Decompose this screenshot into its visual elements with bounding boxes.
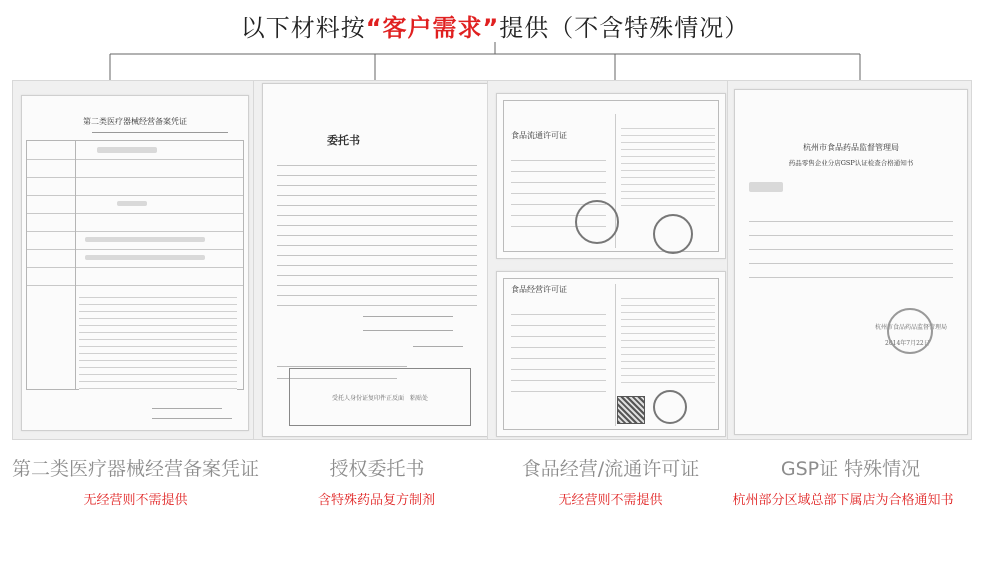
- official-seal: [653, 214, 693, 254]
- card-caption: 食品经营/流通许可证: [521, 458, 700, 480]
- official-seal: [653, 390, 687, 424]
- document-title: 第二类医疗器械经营备案凭证: [83, 117, 187, 126]
- card-caption: GSP证 特殊情况: [780, 458, 921, 480]
- card-food-license: [487, 80, 732, 508]
- card-note: 无经营则不需提供: [83, 493, 188, 508]
- connector-tree: [0, 0, 990, 90]
- id-card-paste-box: [289, 368, 471, 426]
- document-title-bottom: 食品经营许可证: [511, 285, 567, 294]
- card-note: 杭州部分区域总部下属店为合格通知书: [732, 493, 954, 508]
- notice-body: [749, 208, 953, 288]
- card-authorization-letter: [253, 80, 498, 508]
- document-title: 杭州市食品药品监督管理局: [803, 143, 899, 152]
- document-image: [21, 95, 249, 431]
- card-note: 含特殊药品复方制剂: [317, 493, 435, 508]
- document-title-top: 食品流通许可证: [511, 131, 567, 140]
- title-highlight: “客户需求”: [365, 14, 500, 42]
- card-gsp-notice: [727, 80, 972, 508]
- title-prefix: 以下材料按: [240, 14, 366, 42]
- card-caption: 授权委托书: [329, 458, 425, 480]
- card-note: 无经营则不需提供: [558, 493, 663, 508]
- certificate-table: [26, 140, 244, 390]
- card-medical-device-certificate: [11, 80, 259, 508]
- letter-body: [277, 156, 477, 306]
- title-suffix: 提供（不含特殊情况）: [499, 14, 750, 42]
- document-image-top: [496, 93, 726, 259]
- card-caption: 第二类医疗器械经营备案凭证: [11, 458, 259, 480]
- document-title: 委托书: [327, 134, 360, 147]
- document-image: [262, 83, 492, 437]
- official-seal: [887, 308, 933, 354]
- document-subtitle: 药品零售企业分店GSP认证检查合格通知书: [788, 159, 914, 167]
- qr-code-icon: [617, 396, 645, 424]
- official-seal: [575, 200, 619, 244]
- signature-org: 杭州市食品药品监督管理局: [875, 324, 948, 331]
- document-image: [734, 89, 968, 435]
- paste-box-label: 受托人身份证复印件正反面 粘贴处: [331, 394, 428, 402]
- signature-date: 2014年7月22日: [885, 340, 930, 347]
- document-image-bottom: [496, 271, 726, 437]
